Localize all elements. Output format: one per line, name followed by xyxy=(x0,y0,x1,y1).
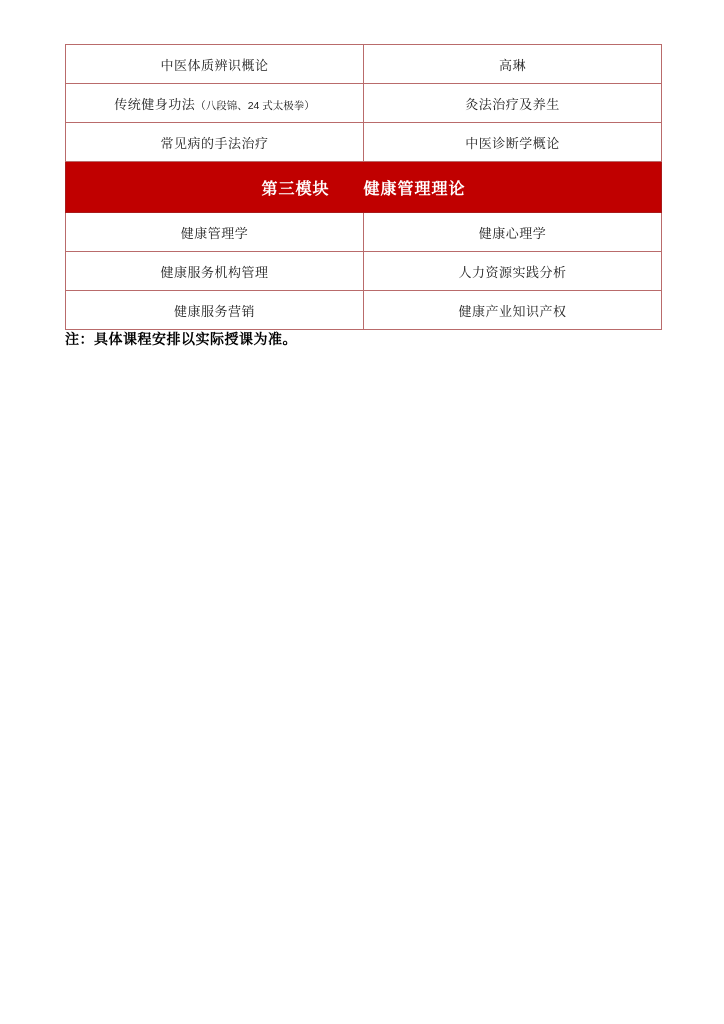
course-cell xyxy=(66,123,364,162)
course-name: 中医体质辨识概论 xyxy=(160,57,269,73)
course-schedule-table xyxy=(65,44,662,330)
course-cell xyxy=(364,123,662,162)
table-row xyxy=(66,291,662,330)
course-cell xyxy=(66,213,364,252)
course-name: 健康产业知识产权 xyxy=(458,303,567,319)
module-header-row xyxy=(66,162,662,213)
course-name: 高琳 xyxy=(498,57,526,73)
course-cell xyxy=(66,45,364,84)
course-name: 健康服务机构管理 xyxy=(160,264,269,280)
course-name: 传统健身功法 xyxy=(114,96,196,112)
table-row xyxy=(66,213,662,252)
module-header-cell: 第三模块 健康管理理论 xyxy=(66,162,662,213)
course-cell xyxy=(364,213,662,252)
course-cell xyxy=(364,291,662,330)
course-cell xyxy=(66,252,364,291)
course-name: 人力资源实践分析 xyxy=(458,264,567,280)
course-name: 健康服务营销 xyxy=(173,303,255,319)
course-cell xyxy=(66,84,364,123)
course-name-detail: （八段锦、24 式太极拳） xyxy=(195,99,315,112)
course-name: 常见病的手法治疗 xyxy=(160,135,269,151)
course-name: 灸法治疗及养生 xyxy=(465,96,560,112)
course-cell xyxy=(364,45,662,84)
table-row xyxy=(66,45,662,84)
course-cell xyxy=(66,291,364,330)
course-cell xyxy=(364,84,662,123)
footnote: 注：具体课程安排以实际授课为准。 xyxy=(65,331,297,347)
table-row xyxy=(66,252,662,291)
table-row xyxy=(66,123,662,162)
course-cell xyxy=(364,252,662,291)
course-name: 中医诊断学概论 xyxy=(465,135,560,151)
course-name: 健康管理学 xyxy=(180,225,249,241)
table-row xyxy=(66,84,662,123)
course-name: 健康心理学 xyxy=(478,225,547,241)
